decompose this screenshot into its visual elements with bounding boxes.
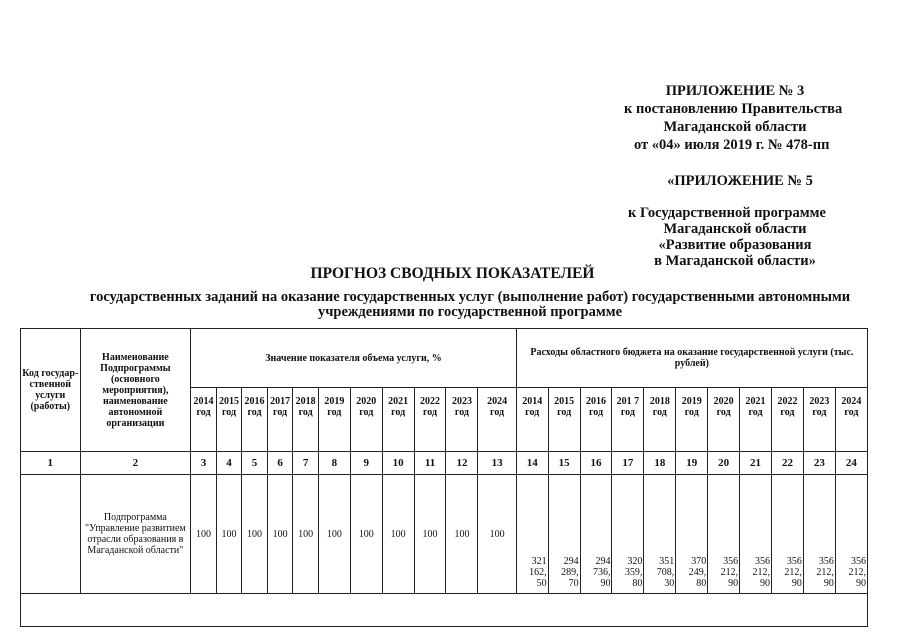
header-code: Код государ-ственной услуги (работы) [21,329,81,452]
column-number-row [21,452,868,475]
appendix3-line3: от «04» июля 2019 г. № 478-пп [634,137,830,153]
expense-value-cell: 356 212, 90 [740,475,772,594]
header-volume-group: Значение показателя объема услуги, % [191,329,517,388]
header-expense-year: 2020 год [708,388,740,452]
appendix5-title: «ПРИЛОЖЕНИЕ № 5 [667,173,813,189]
appendix5-line3: «Развитие образования [658,237,812,253]
volume-value-cell: 100 [216,475,242,594]
column-number-cell: 18 [644,452,676,475]
column-number-cell: 17 [612,452,644,475]
column-number-cell: 8 [318,452,350,475]
volume-value-cell: 100 [267,475,293,594]
indicators-table [20,328,868,627]
column-number-cell: 14 [516,452,548,475]
column-number-cell: 19 [676,452,708,475]
column-number-cell: 2 [80,452,191,475]
empty-row [21,594,868,627]
appendix3-line2: Магаданской области [663,119,807,135]
expense-value-cell: 321 162, 50 [516,475,548,594]
header-volume-year: 2023 год [446,388,478,452]
header-volume-year: 2020 год [350,388,382,452]
column-number-cell: 10 [382,452,414,475]
column-number-cell: 6 [267,452,293,475]
column-number-cell: 9 [350,452,382,475]
header-volume-year: 2018 год [293,388,319,452]
column-number-cell: 13 [478,452,516,475]
header-expense-year: 2014 год [516,388,548,452]
appendix5-line2: Магаданской области [663,221,807,237]
column-number-cell: 22 [772,452,804,475]
header-volume-year: 2022 год [414,388,446,452]
column-number-cell: 20 [708,452,740,475]
row-name: Подпрограмма "Управление развитием отрасли образования в Магаданской области" [80,475,191,594]
volume-value-cell: 100 [350,475,382,594]
appendix5-line4: в Магаданской области» [654,253,816,269]
column-number-cell: 23 [803,452,835,475]
volume-value-cell: 100 [414,475,446,594]
volume-value-cell: 100 [478,475,516,594]
header-volume-year: 2021 год [382,388,414,452]
column-number-cell: 3 [191,452,217,475]
empty-row-cell [21,594,868,627]
document-subtitle: государственных заданий на оказание государственных услуг (выполнение работ) государственными автономными учреждениями по государственной программе [89,289,851,320]
expense-value-cell: 356 212, 90 [772,475,804,594]
volume-value-cell: 100 [446,475,478,594]
header-volume-year: 2014 год [191,388,217,452]
column-number-cell: 12 [446,452,478,475]
expense-value-cell: 356 212, 90 [708,475,740,594]
header-expense-year: 2023 год [803,388,835,452]
appendix3-line1: к постановлению Правительства [624,101,843,117]
header-expense-year: 2016 год [580,388,612,452]
header-volume-year: 2024 год [478,388,516,452]
expense-value-cell: 356 212, 90 [803,475,835,594]
column-number-cell: 16 [580,452,612,475]
volume-value-cell: 100 [318,475,350,594]
header-volume-year: 2015 год [216,388,242,452]
header-volume-year: 2016 год [242,388,268,452]
expense-value-cell: 351 708, 30 [644,475,676,594]
header-name: Наименование Подпрограммы (основного мероприятия), наименование автономной организации [80,329,191,452]
header-expense-year: 2022 год [772,388,804,452]
header-expense-group: Расходы областного бюджета на оказание государственной услуги (тыс. рублей) [516,329,867,388]
column-number-cell: 5 [242,452,268,475]
volume-value-cell: 100 [382,475,414,594]
header-expense-year: 201 7 год [612,388,644,452]
column-number-cell: 21 [740,452,772,475]
column-number-cell: 1 [21,452,81,475]
header-volume-year: 2019 год [318,388,350,452]
volume-value-cell: 100 [191,475,217,594]
expense-value-cell: 294 289, 70 [548,475,580,594]
header-volume-year: 2017 год [267,388,293,452]
column-number-cell: 15 [548,452,580,475]
table-row [21,475,868,594]
volume-value-cell: 100 [293,475,319,594]
header-expense-year: 2015 год [548,388,580,452]
column-number-cell: 7 [293,452,319,475]
expense-value-cell: 294 736, 90 [580,475,612,594]
column-number-cell: 24 [835,452,867,475]
appendix3-title: ПРИЛОЖЕНИЕ № 3 [665,83,805,99]
column-number-cell: 11 [414,452,446,475]
header-expense-year: 2019 год [676,388,708,452]
appendix5-line1: к Государственной программе [628,205,826,221]
column-number-cell: 4 [216,452,242,475]
header-expense-year: 2024 год [835,388,867,452]
header-expense-year: 2021 год [740,388,772,452]
document-title: ПРОГНОЗ СВОДНЫХ ПОКАЗАТЕЛЕЙ [310,265,595,282]
expense-value-cell: 320 359, 80 [612,475,644,594]
volume-value-cell: 100 [242,475,268,594]
header-expense-year: 2018 год [644,388,676,452]
expense-value-cell: 370 249, 80 [676,475,708,594]
expense-value-cell: 356 212, 90 [835,475,867,594]
row-code [21,475,81,594]
